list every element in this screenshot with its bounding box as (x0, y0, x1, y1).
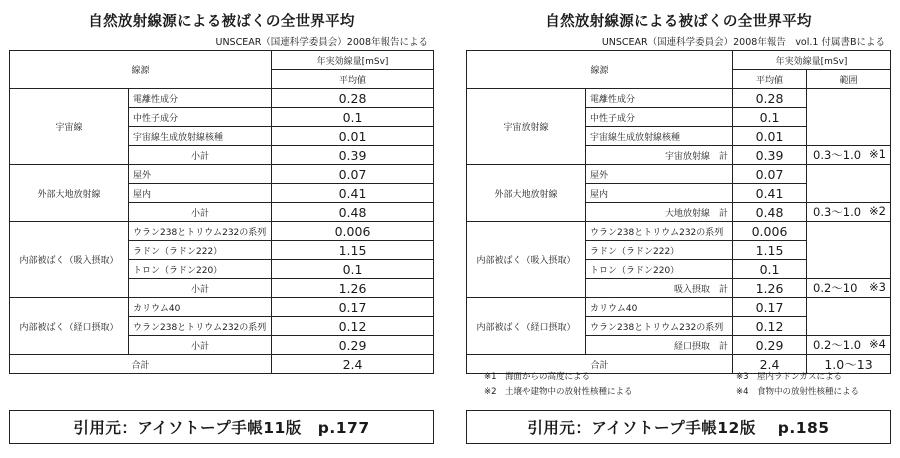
footnote-mark: ※1 (869, 147, 886, 161)
table-row (10, 89, 434, 108)
source-note: UNSCEAR（国連科学委員会）2008年報告による (215, 37, 428, 48)
right-panel (466, 0, 891, 458)
subtotal-label: 経口摂取 計 (586, 336, 733, 355)
row-label: ラドン（ラドン222） (129, 241, 272, 260)
subtotal-label: 小計 (129, 336, 272, 355)
citation-box: 引用元：アイソトープ手帳12版 p.185 (466, 410, 891, 444)
range-text: 0.2～10 (813, 281, 858, 295)
row-value: 0.1 (272, 108, 434, 127)
row-label: カリウム40 (129, 298, 272, 317)
table-row (10, 298, 434, 317)
group-name: 宇宙線 (10, 89, 129, 165)
subtotal-label: 小計 (129, 203, 272, 222)
footnote-mark: ※2 (869, 204, 886, 218)
dose-header: 年実効線量[mSv] (272, 51, 434, 70)
footnote-mark: ※3 (869, 280, 886, 294)
total-range: 1.0～13 (807, 355, 891, 374)
row-value: 0.41 (733, 184, 807, 203)
row-label: 宇宙線生成放射線核種 (129, 127, 272, 146)
left-panel (9, 0, 434, 458)
row-value: 0.01 (272, 127, 434, 146)
row-label: 屋外 (129, 165, 272, 184)
row-value: 0.1 (272, 260, 434, 279)
row-label: 宇宙線生成放射線核種 (586, 127, 733, 146)
row-value: 0.07 (733, 165, 807, 184)
page-title: 自然放射線源による被ばくの全世界平均 (88, 14, 355, 30)
row-label: トロン（ラドン220） (129, 260, 272, 279)
table-row (467, 165, 891, 184)
subtotal-label: 吸入摂取 計 (586, 279, 733, 298)
footnote: ※4 食物中の放射性核種による (736, 387, 860, 397)
row-value: 0.006 (733, 222, 807, 241)
table-row (467, 222, 891, 241)
group-name: 外部大地放射線 (467, 165, 586, 222)
subtotal-value: 0.39 (272, 146, 434, 165)
range-header: 範囲 (807, 70, 891, 89)
row-value: 1.15 (272, 241, 434, 260)
group-name: 宇宙放射線 (467, 89, 586, 165)
source-header: 線源 (10, 51, 272, 89)
group-name: 内部被ばく（吸入摂取） (10, 222, 129, 298)
table-row (467, 298, 891, 317)
dose-table (9, 50, 434, 374)
subtotal-value: 0.29 (272, 336, 434, 355)
table-row (467, 89, 891, 108)
citation-box: 引用元：アイソトープ手帳11版 p.177 (9, 410, 434, 444)
header-row (467, 51, 891, 70)
row-label: ラドン（ラドン222） (586, 241, 733, 260)
table-row (10, 222, 434, 241)
header-row (10, 51, 434, 70)
row-value: 0.17 (733, 298, 807, 317)
row-label: ウラン238とトリウム232の系列 (586, 222, 733, 241)
row-label: ウラン238とトリウム232の系列 (586, 317, 733, 336)
row-value: 0.1 (733, 260, 807, 279)
group-name: 外部大地放射線 (10, 165, 129, 222)
row-label: カリウム40 (586, 298, 733, 317)
row-label: 中性子成分 (129, 108, 272, 127)
range-value (807, 279, 891, 298)
range-blank (807, 298, 891, 336)
range-text: 0.2～1.0 (813, 338, 862, 352)
subtotal-value: 0.48 (733, 203, 807, 222)
footnote: ※1 海面からの高度による (484, 372, 591, 382)
row-label: 電離性成分 (586, 89, 733, 108)
dose-table (466, 50, 891, 374)
subtotal-value: 1.26 (272, 279, 434, 298)
avg-header: 平均値 (733, 70, 807, 89)
group-name: 内部被ばく（経口摂取） (10, 298, 129, 355)
row-value: 0.41 (272, 184, 434, 203)
source-header: 線源 (467, 51, 733, 89)
subtotal-label: 大地放射線 計 (586, 203, 733, 222)
row-label: ウラン238とトリウム232の系列 (129, 222, 272, 241)
row-label: 屋内 (129, 184, 272, 203)
range-value (807, 146, 891, 165)
subtotal-value: 0.29 (733, 336, 807, 355)
range-blank (807, 165, 891, 203)
table-row (10, 165, 434, 184)
row-value: 0.1 (733, 108, 807, 127)
row-value: 0.12 (733, 317, 807, 336)
row-value: 0.28 (272, 89, 434, 108)
total-label: 合計 (467, 355, 733, 374)
range-value (807, 203, 891, 222)
footnote: ※2 土壌や建物中の放射性核種による (484, 387, 633, 397)
subtotal-label: 小計 (129, 279, 272, 298)
subtotal-value: 1.26 (733, 279, 807, 298)
dose-header: 年実効線量[mSv] (733, 51, 891, 70)
avg-header: 平均値 (272, 70, 434, 89)
total-value: 2.4 (733, 355, 807, 374)
range-value (807, 336, 891, 355)
row-label: 屋外 (586, 165, 733, 184)
total-value: 2.4 (272, 355, 434, 374)
row-value: 0.07 (272, 165, 434, 184)
total-label: 合計 (10, 355, 272, 374)
range-blank (807, 89, 891, 146)
footnote: ※3 屋内ラドンガスによる (736, 372, 843, 382)
subtotal-label: 宇宙放射線 計 (586, 146, 733, 165)
range-text: 0.3～1.0 (813, 205, 862, 219)
range-blank (807, 222, 891, 279)
group-name: 内部被ばく（経口摂取） (467, 298, 586, 355)
group-name: 内部被ばく（吸入摂取） (467, 222, 586, 298)
row-value: 0.28 (733, 89, 807, 108)
row-value: 0.17 (272, 298, 434, 317)
row-value: 0.01 (733, 127, 807, 146)
range-text: 0.3～1.0 (813, 148, 862, 162)
row-label: 中性子成分 (586, 108, 733, 127)
source-note: UNSCEAR（国連科学委員会）2008年報告 vol.1 付属書Bによる (601, 37, 885, 48)
row-value: 1.15 (733, 241, 807, 260)
subtotal-value: 0.39 (733, 146, 807, 165)
subtotal-value: 0.48 (272, 203, 434, 222)
total-row (10, 355, 434, 374)
subtotal-label: 小計 (129, 146, 272, 165)
page-title: 自然放射線源による被ばくの全世界平均 (545, 14, 812, 30)
row-label: ウラン238とトリウム232の系列 (129, 317, 272, 336)
footnote-mark: ※4 (869, 337, 886, 351)
row-label: 電離性成分 (129, 89, 272, 108)
row-label: トロン（ラドン220） (586, 260, 733, 279)
row-label: 屋内 (586, 184, 733, 203)
row-value: 0.006 (272, 222, 434, 241)
row-value: 0.12 (272, 317, 434, 336)
